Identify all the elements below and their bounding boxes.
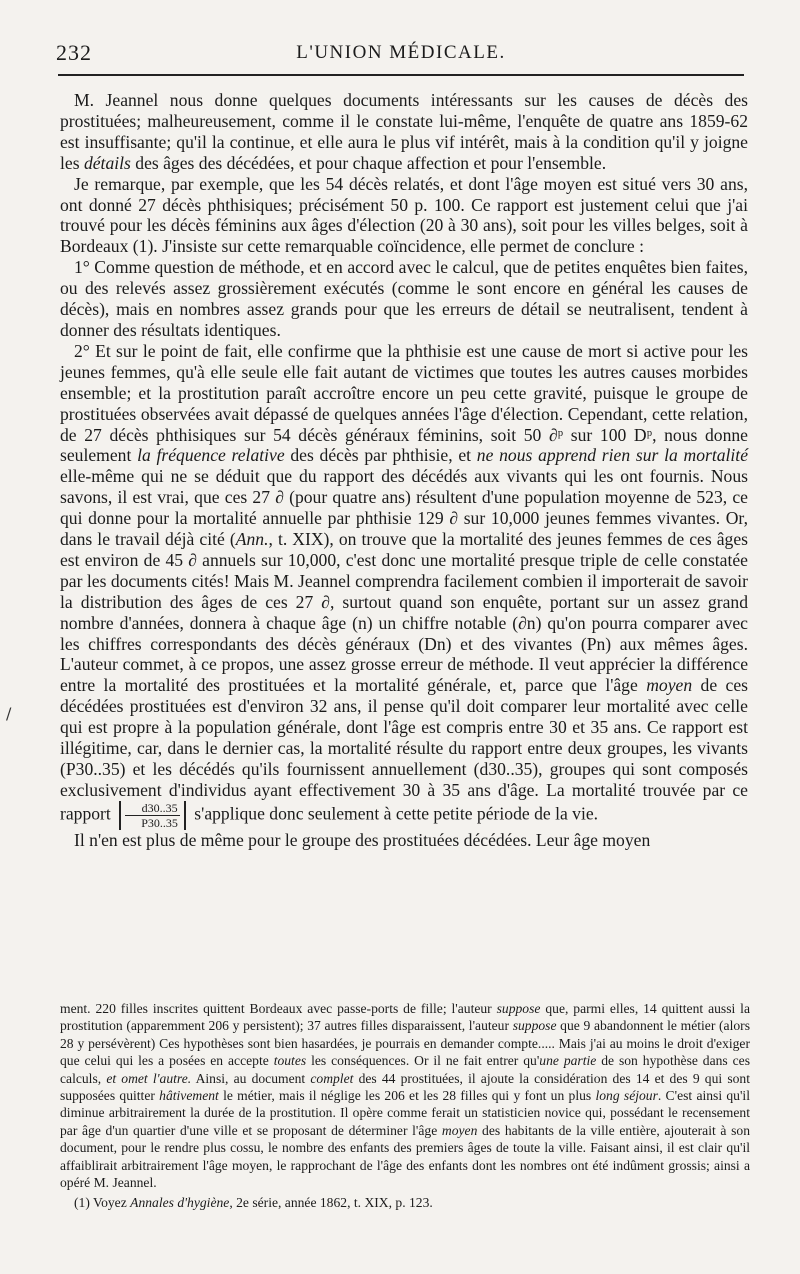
text-run: Il n'en est plus de même pour le groupe des prostituées décédées. Leur âge moyen xyxy=(74,829,651,850)
mortality-fraction xyxy=(119,801,186,830)
main-text xyxy=(60,90,748,851)
footnotes xyxy=(60,1000,750,1212)
margin-mark: / xyxy=(6,704,12,723)
paragraph xyxy=(60,257,748,341)
italic-text: et omet l'autre. xyxy=(106,1070,192,1086)
text-run: des habitants de la ville entière, ajouterait à son document, pour le rendre plus cossu, le nombre des enfants des premiers âges de toute la ville. Faisant ainsi, il est clair qu'il affaiblirait arbitrairement l'âge moyen, le rapprochant de l'âge des enfants dont les nombres ont été indûment grossis; ainsi a opéré M. Jeannel. xyxy=(60,1122,751,1191)
page-header xyxy=(56,36,746,72)
paragraph xyxy=(60,90,748,174)
italic-text: Ann. xyxy=(235,529,269,550)
text-run: que 9 abandonnent le métier (alors 28 y persévèrent) Ces hypothèses sont bien hasardées, je pourrais en demander compte..... Mais j'ai au moins le droit d'exiger que celui qui les a posées en accepte xyxy=(60,1018,750,1069)
paragraph xyxy=(60,830,748,851)
page-number: 232 xyxy=(56,40,92,65)
footnote-continuation xyxy=(60,1000,750,1191)
italic-text: moyen xyxy=(646,675,693,696)
italic-text: long séjour xyxy=(595,1088,658,1104)
italic-text: suppose xyxy=(512,1018,557,1034)
text-run: le métier, mais il néglige les 206 et les 28 filles qui y font un plus xyxy=(218,1088,596,1104)
paragraph xyxy=(60,174,748,258)
text-run: des âges des décédées, et pour chaque affection et pour l'ensemble. xyxy=(130,152,607,173)
italic-text: toutes xyxy=(273,1053,307,1069)
italic-text: moyen xyxy=(441,1122,478,1138)
italic-text: Annales d'hygiène xyxy=(130,1195,230,1211)
italic-text: complet xyxy=(310,1070,354,1086)
text-run: , t. XIX), on trouve que la mortalité des jeunes femmes de ces âges est environ de 45 ∂ annuels sur 10,000, c'est donc une mortalité presque triple de celle constatée par les documents cités! Mais M. Jeannel comprendra facilement combien il importerait de savoir la distribution des âges de ces 27 ∂, surtout quand son enquête, portant sur un assez grand nombre d'années, donnera à chaque âge (n) un chiffre notable (∂n) qu'on pourra comparer avec les chiffres correspondants des décès généraux (Dn) et des vivantes (Pn) aux mêmes âges. L'auteur commet, à ce propos, une assez grosse erreur de méthode. Il veut apprécier la différence entre la mortalité des prostituées et la mortalité générale, et, parce que l'âge xyxy=(60,529,749,696)
text-run: de ces décédées prostituées est d'environ 32 ans, il pense qu'il doit comparer leur mortalité avec celle qui est propre à la population générale, dont l'âge est compris entre 30 et 35 ans. Ce rapport est illégitime, car, dans le dernier cas, la mortalité résulte du rapport entre deux groupes, les vivants (P30..35) et les décédés qu'ils fournissent annuellement (d30..35), groupes qui sont composés exclusivement d'individus ayant effectivement 30 à 35 ans d'âge. La mortalité trouvée par ce rapport xyxy=(60,675,748,824)
italic-text: détails xyxy=(83,152,131,173)
text-run: 1° Comme question de méthode, et en accord avec le calcul, que de petites enquêtes bien faites, ou des relevés assez grossièrement exécutés (comme le sont encore en général les causes de décès), mais en nombres assez grands pour que les erreurs de détail se neutralisent, tendent à donner des résultats identiques. xyxy=(60,257,748,340)
text-run: de son hypothèse dans ces calculs, xyxy=(60,1053,750,1086)
italic-text: une partie xyxy=(539,1053,597,1069)
fraction-denominator: P30..35 xyxy=(141,815,178,830)
text-run: Ainsi, au document xyxy=(191,1070,311,1086)
italic-text: suppose xyxy=(496,1001,541,1016)
text-run: des 44 prostituées, il ajoute la considération des 14 et des 9 qui sont supposées quitter xyxy=(60,1070,750,1104)
text-run: s'applique donc seulement à cette petite période de la vie. xyxy=(189,803,599,824)
text-run: Je remarque, par exemple, que les 54 décès relatés, et dont l'âge moyen est situé vers 30 ans, ont donné 27 décès phthisiques; précisément 50 p. 100. Ce rapport est justement celui que j'ai trouvé pour les décès féminins aux âges d'élection (20 à 30 ans), soit pour les villes belges, soit à Bordeaux (1). J'insiste sur cette remarquable coïncidence, elle permet de conclure : xyxy=(60,173,748,257)
text-run: 2° Et sur le point de fait, elle confirme que la phthisie est une cause de mort si active pour les jeunes femmes, qu'à elle seule elle fait autant de victimes que toutes les autres causes morbides ensemble; et la prostitution paraît accroître encore un peu cette gravité, puisque le groupe de prostituées observées avait dépassé de quelques années l'âge d'élection. Cependant, cette relation, de 27 décès phthisiques sur 54 décès généraux féminins, soit 50 ∂ᵖ sur 100 Dᵖ, nous donne seulement xyxy=(60,340,748,466)
italic-text: ne nous apprend rien sur la mortalité xyxy=(476,445,748,466)
text-run: (1) Voyez xyxy=(74,1195,131,1211)
footnote-1 xyxy=(60,1194,750,1211)
text-run: M. Jeannel nous donne quelques documents intéressants sur les causes de décès des prostituées; malheureusement, comme il le constate lui-même, l'enquête de quatre ans 1859-62 est insuffisante; qu'il la continue, et elle aura le plus vif intérêt, mais à la condition qu'il y joigne les xyxy=(60,90,748,173)
text-run: elle-même qui ne se déduit que du rapport des décédés aux vivants qui les ont fournis. Nous savons, il est vrai, que ces 27 ∂ (pour quatre ans) résultent d'une population moyenne de 523, ce qui donne pour la mortalité annuelle par phthisie 129 ∂ sur 10,000 jeunes femmes vivantes. Or, dans le travail déjà cité ( xyxy=(60,466,748,550)
header-rule xyxy=(58,74,744,76)
text-run: , 2e série, année 1862, t. XIX, p. 123. xyxy=(229,1195,433,1211)
text-run: les conséquences. Or il ne fait entrer qu' xyxy=(306,1053,540,1069)
fraction-numerator: d30..35 xyxy=(125,801,180,816)
running-head: L'UNION MÉDICALE. xyxy=(296,42,506,63)
text-run: que, parmi elles, 14 quittent aussi la prostitution (apparemment 206 y persistent); 37 autres filles disparaissent, l'auteur xyxy=(60,1001,750,1034)
italic-text: la fréquence relative xyxy=(137,445,285,466)
italic-text: hâtivement xyxy=(159,1088,219,1104)
paragraph xyxy=(60,341,748,830)
text-run: . C'est ainsi qu'il diminue arbitrairement la durée de la prostitution. Il opère comme ferait un statisticien novice qui, possédant le recensement par âge d'un quartier d'une ville et se proposant de déterminer l'âge xyxy=(60,1088,750,1138)
text-run: ment. 220 filles inscrites quittent Bordeaux avec passe-ports de fille; l'auteur xyxy=(60,1001,497,1016)
text-run: des décès par phthisie, et xyxy=(284,445,477,466)
